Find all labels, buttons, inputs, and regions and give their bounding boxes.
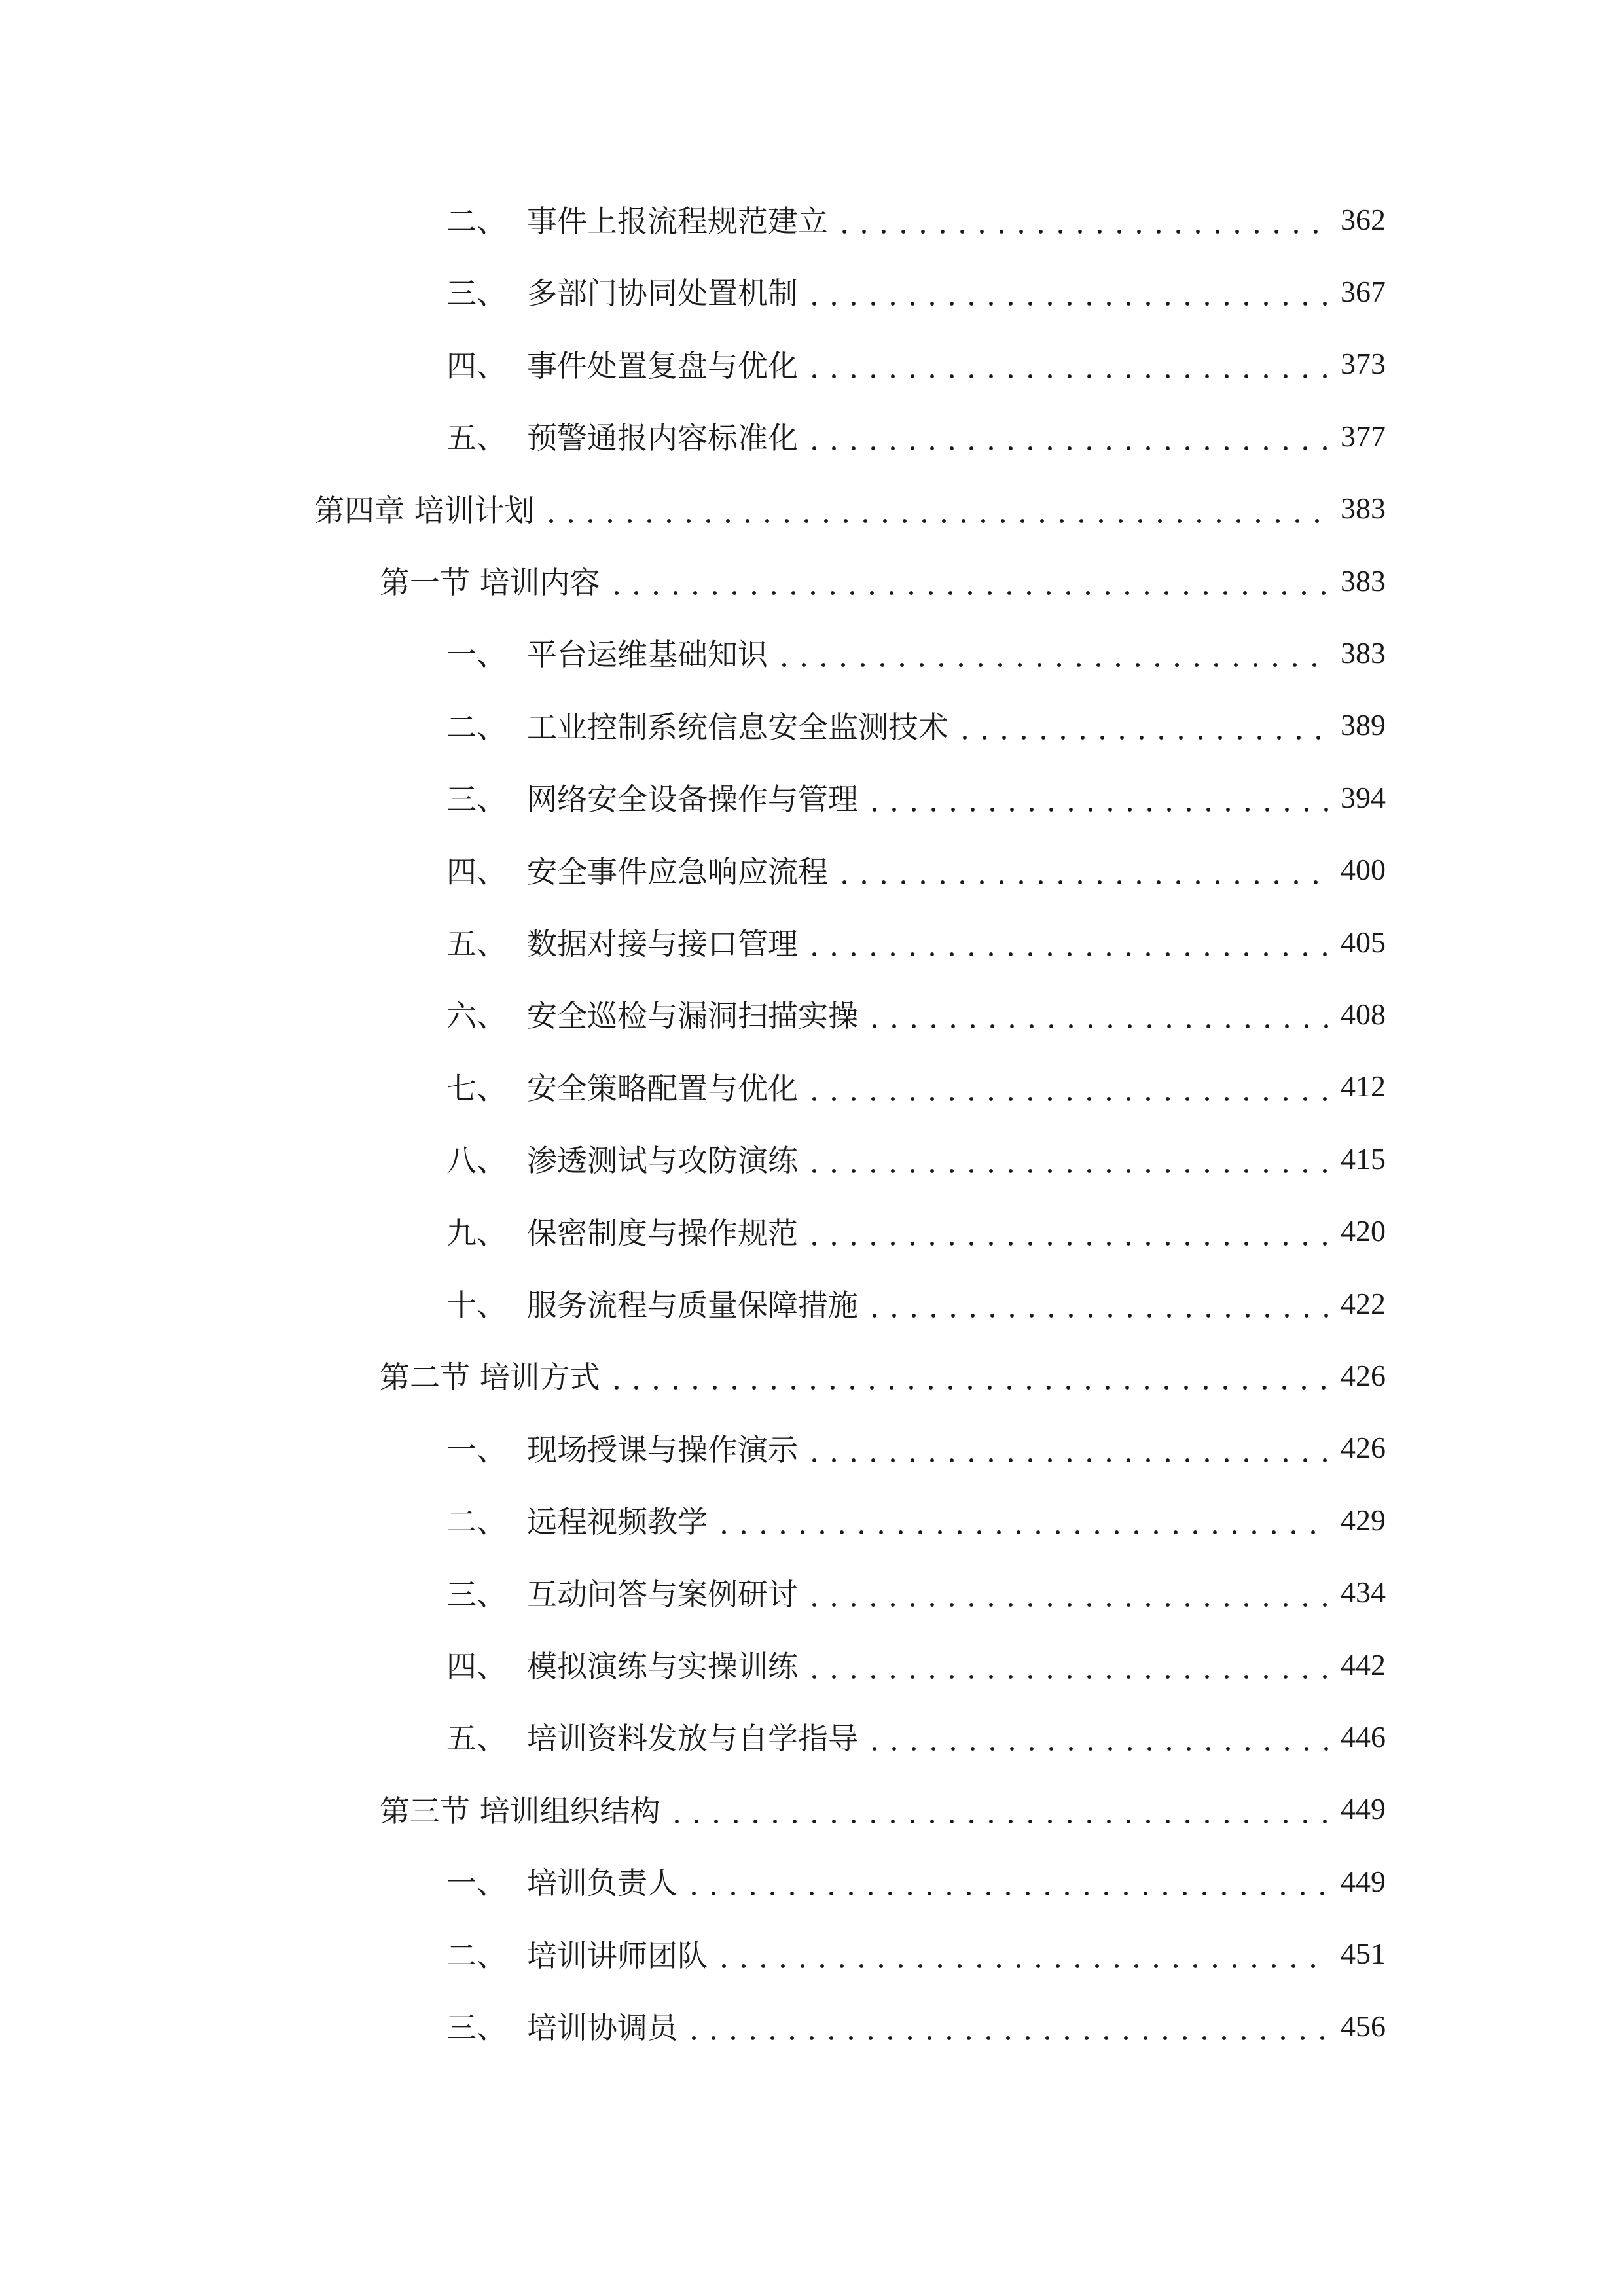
toc-entry-title: 第二节 培训方式 bbox=[380, 1359, 600, 1395]
toc-entry-number: 二、 bbox=[446, 709, 507, 745]
toc-entry-title: 安全巡检与漏洞扫描实操 bbox=[527, 998, 858, 1034]
toc-entry-number: 三、 bbox=[446, 2010, 507, 2045]
toc-entry-title: 培训讲师团队 bbox=[527, 1937, 708, 1973]
toc-entry[interactable] bbox=[0, 1060, 1624, 1113]
toc-entry-page-number: 400 bbox=[1341, 853, 1386, 887]
toc-entry-number: 三、 bbox=[446, 276, 507, 312]
toc-entry-title: 安全策略配置与优化 bbox=[527, 1070, 798, 1106]
toc-entry[interactable] bbox=[0, 1566, 1624, 1619]
dot-leader bbox=[684, 2011, 1329, 2041]
toc-entry-page-number: 449 bbox=[1341, 1864, 1386, 1898]
toc-entry-title: 保密制度与操作规范 bbox=[527, 1215, 798, 1251]
toc-entry-title: 多部门协同处置机制 bbox=[527, 276, 798, 312]
toc-entry-title: 事件上报流程规范建立 bbox=[527, 204, 828, 239]
dot-leader bbox=[804, 1216, 1329, 1246]
toc-entry[interactable] bbox=[0, 1494, 1624, 1546]
toc-entry[interactable] bbox=[0, 1422, 1624, 1474]
dot-leader bbox=[541, 493, 1329, 524]
toc-entry-title: 第一节 培训内容 bbox=[380, 565, 600, 600]
dot-leader bbox=[607, 565, 1329, 596]
toc-entry-number: 一、 bbox=[446, 1431, 507, 1467]
toc-entry-page-number: 373 bbox=[1341, 347, 1386, 381]
toc-entry[interactable] bbox=[0, 1928, 1624, 1980]
dot-leader bbox=[865, 1288, 1329, 1318]
toc-entry-number: 三、 bbox=[446, 1576, 507, 1612]
dot-leader bbox=[865, 782, 1329, 812]
toc-entry-title: 平台运维基础知识 bbox=[527, 637, 768, 673]
toc-entry-page-number: 422 bbox=[1341, 1286, 1386, 1320]
toc-entry[interactable] bbox=[0, 1277, 1624, 1329]
toc-entry-page-number: 377 bbox=[1341, 419, 1386, 453]
toc-entry-number: 十、 bbox=[446, 1287, 507, 1323]
dot-leader bbox=[804, 1649, 1329, 1679]
toc-entry[interactable] bbox=[0, 338, 1624, 390]
dot-leader bbox=[835, 855, 1329, 885]
toc-entry-page-number: 420 bbox=[1341, 1214, 1386, 1248]
toc-entry[interactable] bbox=[0, 988, 1624, 1040]
toc-entry-title: 远程视频教学 bbox=[527, 1504, 708, 1540]
toc-entry-page-number: 446 bbox=[1341, 1719, 1386, 1753]
toc-entry[interactable] bbox=[0, 626, 1624, 679]
dot-leader bbox=[804, 1143, 1329, 1174]
dot-leader bbox=[714, 1939, 1329, 1969]
toc-entry[interactable] bbox=[0, 265, 1624, 317]
dot-leader bbox=[607, 1360, 1329, 1390]
toc-entry-number: 四、 bbox=[446, 853, 507, 889]
toc-entry-title: 培训协调员 bbox=[527, 2010, 677, 2045]
toc-entry-title: 第三节 培训组织结构 bbox=[380, 1793, 660, 1829]
toc-entry-number: 五、 bbox=[446, 1721, 507, 1757]
toc-entry-page-number: 383 bbox=[1341, 636, 1386, 670]
toc-entry-page-number: 367 bbox=[1341, 274, 1386, 308]
dot-leader bbox=[804, 276, 1329, 306]
toc-entry-title: 现场授课与操作演示 bbox=[527, 1431, 798, 1467]
toc-entry-page-number: 456 bbox=[1341, 2009, 1386, 2043]
toc-entry[interactable] bbox=[0, 1349, 1624, 1401]
toc-entry-page-number: 405 bbox=[1341, 925, 1386, 959]
toc-entry-title: 数据对接与接口管理 bbox=[527, 926, 798, 961]
toc-entry-title: 第四章 培训计划 bbox=[314, 492, 535, 528]
toc-entry[interactable] bbox=[0, 482, 1624, 535]
dot-leader bbox=[667, 1794, 1329, 1824]
toc-entry-number: 一、 bbox=[446, 1865, 507, 1901]
toc-entry-number: 七、 bbox=[446, 1070, 507, 1106]
toc-entry-page-number: 394 bbox=[1341, 780, 1386, 814]
dot-leader bbox=[804, 349, 1329, 379]
toc-entry-number: 二、 bbox=[446, 204, 507, 239]
dot-leader bbox=[804, 421, 1329, 451]
toc-entry-title: 互动问答与案例研讨 bbox=[527, 1576, 798, 1612]
toc-entry-page-number: 383 bbox=[1341, 564, 1386, 598]
toc-entry-number: 八、 bbox=[446, 1143, 507, 1179]
toc-entry-page-number: 426 bbox=[1341, 1358, 1386, 1392]
toc-entry-number: 三、 bbox=[446, 781, 507, 817]
toc-entry-title: 安全事件应急响应流程 bbox=[527, 853, 828, 889]
toc-entry-page-number: 389 bbox=[1341, 708, 1386, 742]
toc-entry-number: 四、 bbox=[446, 348, 507, 384]
toc-entry-page-number: 362 bbox=[1341, 202, 1386, 236]
toc-entry-page-number: 451 bbox=[1341, 1937, 1386, 1971]
toc-entry[interactable] bbox=[0, 1638, 1624, 1691]
toc-entry-title: 预警通报内容标准化 bbox=[527, 420, 798, 456]
dot-leader bbox=[684, 1866, 1329, 1896]
toc-entry-title: 培训负责人 bbox=[527, 1865, 677, 1901]
toc-entry[interactable] bbox=[0, 1205, 1624, 1257]
dot-leader bbox=[835, 204, 1329, 234]
dot-leader bbox=[804, 1071, 1329, 1102]
toc-entry[interactable] bbox=[0, 410, 1624, 462]
toc-entry[interactable] bbox=[0, 1132, 1624, 1185]
dot-leader bbox=[865, 1721, 1329, 1751]
dot-leader bbox=[804, 1577, 1329, 1607]
toc-entry-page-number: 412 bbox=[1341, 1069, 1386, 1103]
toc-entry[interactable] bbox=[0, 916, 1624, 968]
toc-entry[interactable] bbox=[0, 554, 1624, 607]
dot-leader bbox=[714, 1505, 1329, 1535]
toc-entry[interactable] bbox=[0, 193, 1624, 245]
toc-entry-number: 九、 bbox=[446, 1215, 507, 1251]
toc-entry-number: 六、 bbox=[446, 998, 507, 1034]
toc-entry-title: 服务流程与质量保障措施 bbox=[527, 1287, 858, 1323]
dot-leader bbox=[774, 637, 1329, 668]
toc-entry-number: 五、 bbox=[446, 926, 507, 961]
dot-leader bbox=[804, 927, 1329, 957]
toc-entry-title: 培训资料发放与自学指导 bbox=[527, 1721, 858, 1757]
toc-entry-page-number: 383 bbox=[1341, 492, 1386, 526]
toc-entry[interactable] bbox=[0, 844, 1624, 896]
toc-entry[interactable] bbox=[0, 699, 1624, 751]
toc-entry[interactable] bbox=[0, 2000, 1624, 2052]
dot-leader bbox=[955, 710, 1329, 740]
toc-entry-page-number: 408 bbox=[1341, 997, 1386, 1031]
toc-entry-page-number: 442 bbox=[1341, 1647, 1386, 1681]
dot-leader bbox=[865, 999, 1329, 1029]
toc-entry-number: 一、 bbox=[446, 637, 507, 673]
dot-leader bbox=[804, 1433, 1329, 1463]
toc-entry[interactable] bbox=[0, 771, 1624, 823]
toc-entry-page-number: 449 bbox=[1341, 1792, 1386, 1826]
toc-entry-page-number: 434 bbox=[1341, 1575, 1386, 1609]
toc-entry-page-number: 429 bbox=[1341, 1503, 1386, 1537]
toc-entry[interactable] bbox=[0, 1855, 1624, 1907]
toc-entry-page-number: 426 bbox=[1341, 1431, 1386, 1465]
toc-entry-title: 工业控制系统信息安全监测技术 bbox=[527, 709, 948, 745]
toc-entry-number: 四、 bbox=[446, 1649, 507, 1684]
toc-entry-title: 渗透测试与攻防演练 bbox=[527, 1143, 798, 1179]
toc-entry-number: 五、 bbox=[446, 420, 507, 456]
toc-entry-title: 模拟演练与实操训练 bbox=[527, 1649, 798, 1684]
toc-entry[interactable] bbox=[0, 1783, 1624, 1835]
toc-entry-title: 事件处置复盘与优化 bbox=[527, 348, 798, 384]
toc-entry-number: 二、 bbox=[446, 1504, 507, 1540]
toc-entry-page-number: 415 bbox=[1341, 1141, 1386, 1175]
toc-entry-title: 网络安全设备操作与管理 bbox=[527, 781, 858, 817]
toc-entry-number: 二、 bbox=[446, 1937, 507, 1973]
toc-entry[interactable] bbox=[0, 1710, 1624, 1763]
